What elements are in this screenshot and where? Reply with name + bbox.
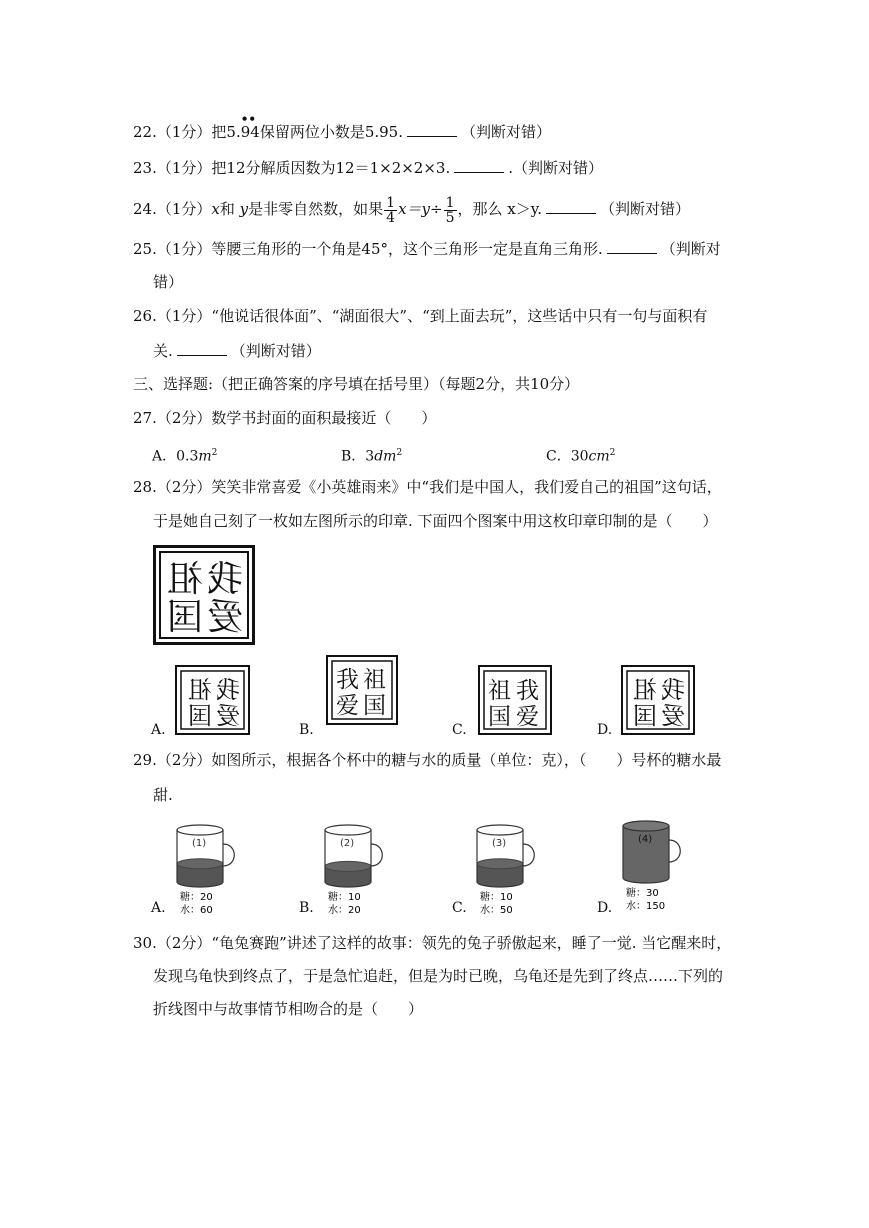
svg-text:爱: 爱 — [206, 597, 243, 638]
question-text: 和 — [219, 200, 235, 218]
question-27 — [133, 408, 436, 428]
repeat-digits: 94 — [240, 123, 260, 141]
cup-rim — [477, 825, 523, 835]
cup-sugar-label: 糖：20 — [180, 892, 213, 903]
svg-text:祖: 祖 — [166, 559, 203, 600]
cup-rim — [623, 821, 669, 831]
question-score: （1分） — [156, 307, 212, 325]
question-30 — [133, 933, 731, 953]
cup-water-label: 水：150 — [626, 901, 666, 912]
cup-number: (3) — [492, 838, 507, 849]
variable-y: y — [239, 200, 249, 218]
answer-blank[interactable] — [407, 121, 457, 137]
question-score: （1分） — [156, 200, 212, 218]
svg-text:国: 国 — [188, 702, 212, 730]
svg-text:爱: 爱 — [336, 693, 359, 719]
option-b-label[interactable]: B. — [299, 722, 314, 738]
question-text: 把12分解质因数为12＝1×2×2×3. — [211, 159, 451, 177]
cup-number: (1) — [192, 838, 207, 849]
question-text: 保留两位小数是5.95. — [259, 123, 403, 141]
cup-sugar-label: 糖：10 — [328, 892, 361, 903]
question-28-continued: 于是她自己刻了一枚如左图所示的印章. 下面四个图案中用这枚印章印制的是（ ） — [153, 512, 718, 530]
fraction-one-quarter: $\frac{1}{4}$ — [386, 194, 396, 226]
option-a-label[interactable]: A. — [151, 722, 166, 738]
question-score: （1分） — [156, 159, 212, 177]
cup-liquid-surface — [325, 861, 371, 871]
answer-blank[interactable] — [454, 157, 504, 173]
cup-option-label[interactable]: C. — [452, 900, 467, 916]
question-text: x＝y÷ — [398, 200, 443, 218]
question-30-continued: 折线图中与故事情节相吻合的是（ ） — [153, 1000, 424, 1018]
answer-blank[interactable] — [607, 238, 657, 254]
question-number: 30. — [133, 934, 157, 952]
svg-text:我: 我 — [206, 559, 243, 600]
cup-handle — [523, 844, 534, 866]
cup-2 — [324, 822, 394, 917]
fraction-one-fifth: $\frac{1}{5}$ — [445, 194, 455, 226]
option-c[interactable]: C．$30cm^2$ — [546, 448, 616, 465]
svg-text:国: 国 — [488, 704, 511, 730]
question-number: 22. — [133, 123, 157, 141]
cup-water-label: 水：20 — [328, 905, 361, 916]
variable-x: x — [211, 200, 220, 218]
option-a[interactable]: A．$0.3m^2$ — [152, 448, 218, 465]
option-d-label[interactable]: D. — [597, 722, 613, 738]
question-26-continued — [153, 340, 321, 361]
svg-text:爱: 爱 — [661, 702, 685, 730]
cup-handle — [371, 844, 382, 866]
svg-text:祖: 祖 — [633, 676, 657, 704]
question-25-continued: 错） — [153, 273, 184, 291]
question-text: “龟兔赛跑”讲述了这样的故事：领先的兔子骄傲起来，睡了一觉. 当它醒来时， — [211, 934, 732, 952]
repeating-decimal — [240, 112, 260, 142]
svg-text:国: 国 — [633, 702, 657, 730]
question-25 — [133, 238, 721, 259]
question-text: 等腰三角形的一个角是45°，这个三角形一定是直角三角形. — [211, 240, 603, 258]
cup-sugar-label: 糖：10 — [480, 892, 513, 903]
cup-water-label: 水：60 — [180, 905, 213, 916]
question-24 — [133, 194, 690, 225]
stamp-option-d[interactable] — [621, 665, 695, 735]
question-score: （2分） — [156, 751, 212, 769]
cup-sugar-label: 糖：30 — [626, 888, 659, 899]
question-29-continued: 甜. — [153, 786, 173, 804]
question-score: （2分） — [156, 409, 212, 427]
question-tail: .（判断对错） — [508, 159, 604, 177]
svg-text:祖: 祖 — [363, 667, 386, 693]
cup-rim — [325, 825, 371, 835]
answer-blank[interactable] — [546, 198, 596, 214]
question-text: ，那么 x＞y. — [457, 200, 543, 218]
question-number: 26. — [133, 307, 157, 325]
question-tail: （判断对 — [660, 240, 721, 258]
cup-3 — [476, 822, 546, 917]
question-30-continued: 发现乌龟快到终点了，于是急忙追赶，但是为时已晚，乌龟还是先到了终点……下列的 — [153, 967, 724, 985]
question-tail: （判断对错） — [460, 123, 551, 141]
question-tail: （判断对错） — [600, 200, 691, 218]
cup-1 — [176, 822, 246, 917]
question-text: 把5. — [211, 123, 241, 141]
question-23 — [133, 157, 603, 178]
cup-number: (4) — [638, 834, 653, 845]
option-b[interactable]: B．$3dm^2$ — [341, 448, 403, 465]
question-number: 27. — [133, 409, 157, 427]
svg-text:爱: 爱 — [516, 704, 539, 730]
question-text: 是非零自然数，如果 — [248, 200, 384, 218]
cup-handle — [223, 844, 234, 866]
question-score: （1分） — [156, 123, 212, 141]
svg-text:我: 我 — [516, 678, 539, 704]
cup-rim — [177, 825, 223, 835]
stamp-option-a[interactable] — [175, 665, 250, 735]
svg-text:祖: 祖 — [488, 678, 511, 704]
cup-liquid-surface — [177, 859, 223, 869]
cup-option-label[interactable]: D. — [597, 900, 613, 916]
svg-text:我: 我 — [336, 667, 359, 693]
question-22 — [133, 112, 551, 142]
question-score: （1分） — [156, 240, 212, 258]
cup-liquid-surface — [477, 859, 523, 869]
answer-blank[interactable] — [177, 340, 227, 356]
question-29 — [133, 750, 721, 770]
question-score: （2分） — [156, 934, 212, 952]
stamp-original — [153, 545, 255, 645]
svg-text:爱: 爱 — [216, 702, 240, 730]
cup-number: (2) — [340, 838, 355, 849]
option-c-label[interactable]: C. — [452, 722, 467, 738]
cup-handle — [669, 840, 680, 862]
question-text: 如图所示，根据各个杯中的糖与水的质量（单位：克），（ ）号杯的糖水最 — [211, 751, 722, 769]
question-tail: （判断对错） — [230, 342, 321, 360]
svg-text:国: 国 — [166, 597, 203, 638]
cup-water-label: 水：50 — [480, 905, 513, 916]
question-28 — [133, 477, 722, 497]
question-text: 数学书封面的面积最接近（ ） — [211, 409, 437, 427]
question-text: “他说话很体面”、“湖面很大”、“到上面去玩”，这些话中只有一句与面积有 — [211, 307, 708, 325]
stamp-option-b[interactable] — [326, 655, 398, 725]
cup-4 — [622, 818, 692, 913]
svg-text:祖: 祖 — [188, 676, 212, 704]
question-number: 29. — [133, 751, 157, 769]
stamp-option-c[interactable] — [478, 665, 552, 735]
question-text: 笑笑非常喜爱《小英雄雨来》中“我们是中国人，我们爱自己的祖国”这句话， — [211, 478, 722, 496]
cup-option-label[interactable]: A. — [151, 900, 166, 916]
question-score: （2分） — [156, 478, 212, 496]
question-26 — [133, 306, 707, 326]
svg-text:我: 我 — [216, 676, 240, 704]
question-number: 25. — [133, 240, 157, 258]
question-number: 24. — [133, 200, 157, 218]
question-number: 28. — [133, 478, 157, 496]
repeat-dots: •• — [240, 112, 257, 126]
question-text: 关. — [153, 342, 173, 360]
svg-text:国: 国 — [363, 693, 386, 719]
cup-option-label[interactable]: B. — [299, 900, 314, 916]
section-heading: 三、选择题:（把正确答案的序号填在括号里）（每题2分，共10分） — [133, 375, 580, 393]
question-number: 23. — [133, 159, 157, 177]
svg-text:我: 我 — [661, 676, 685, 704]
